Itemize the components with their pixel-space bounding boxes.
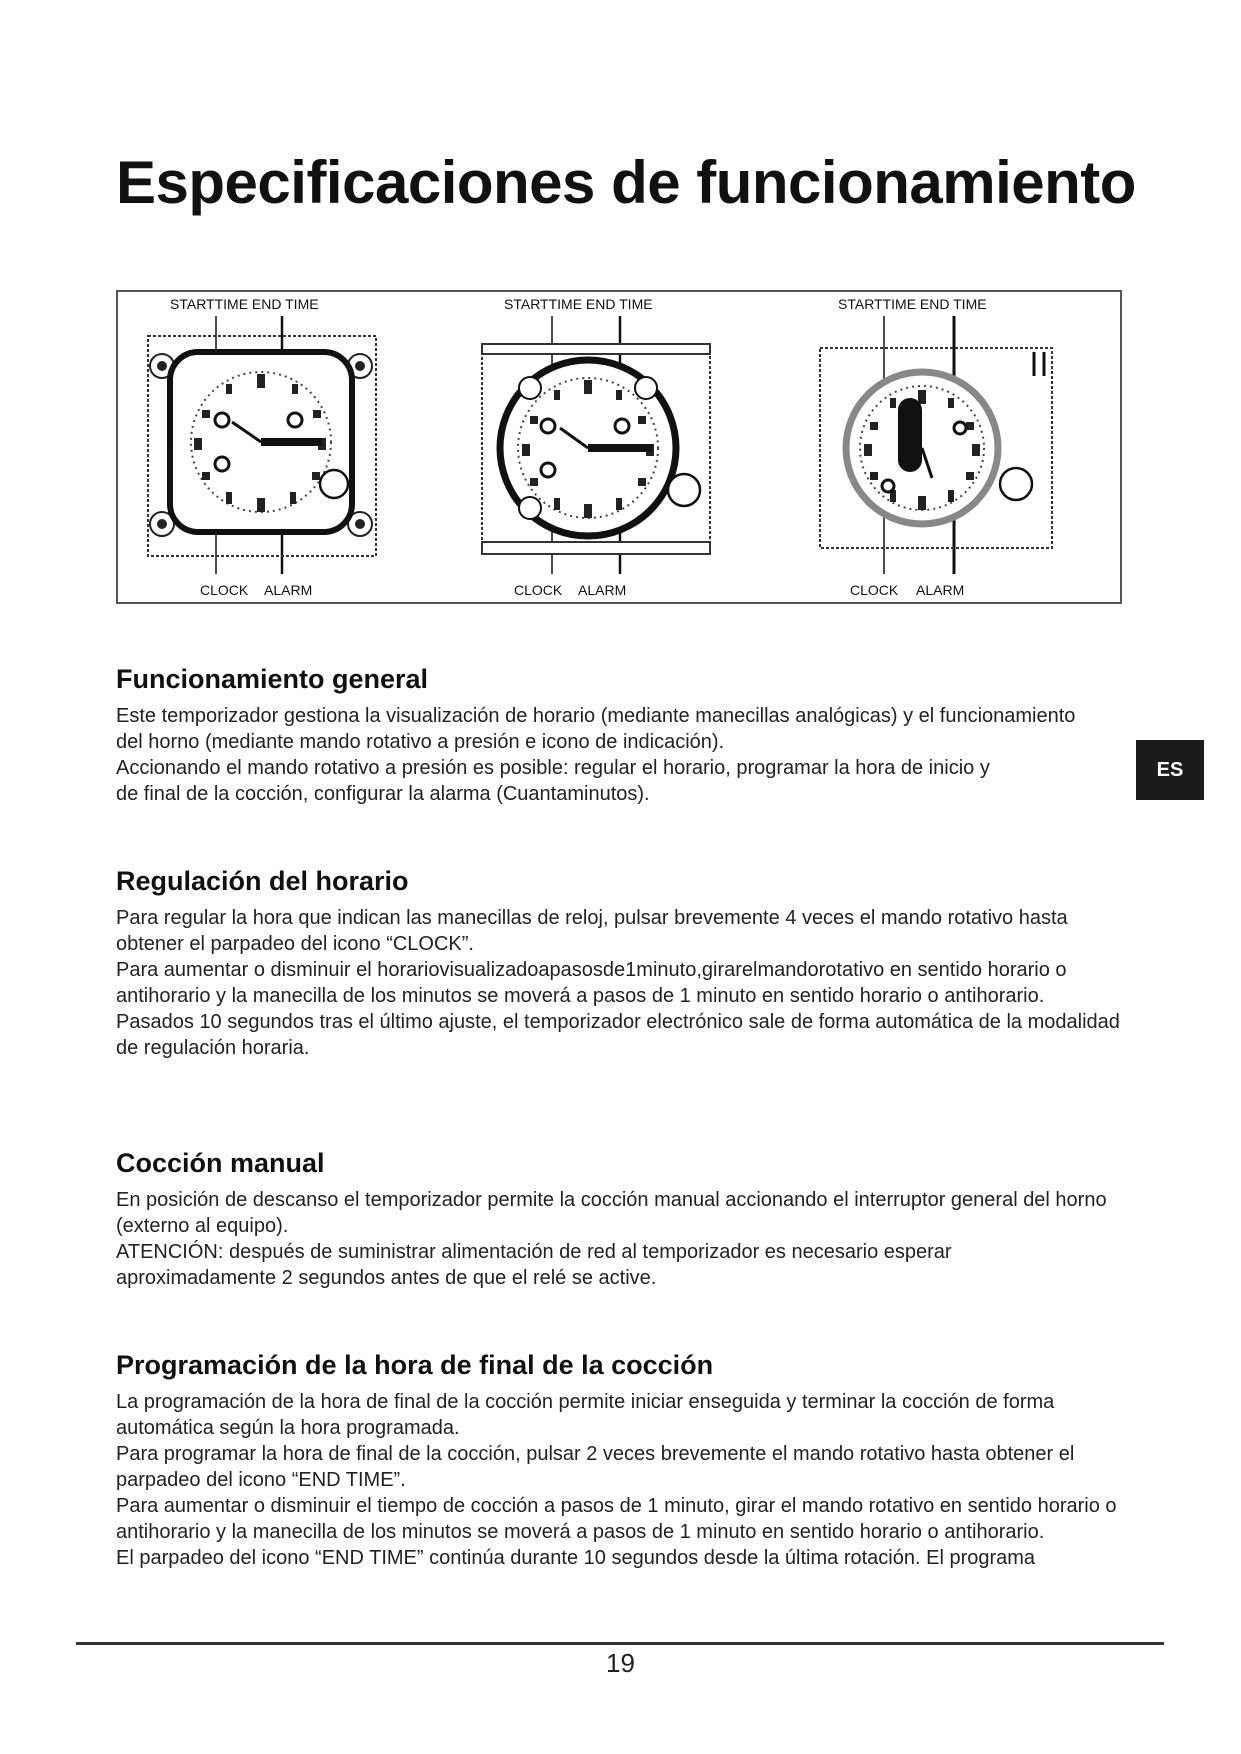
section-heading: Funcionamiento general — [116, 664, 429, 694]
section-programacion-final — [116, 1350, 1136, 1571]
section-heading: Regulación del horario — [116, 866, 409, 896]
paragraph: ATENCIÓN: después de suministrar alimentación de red al temporizador es necesario esperar aproximadamente 2 segundos antes de que el relé se active. — [116, 1241, 952, 1289]
timer-figure-round — [466, 292, 796, 602]
footer-divider — [76, 1642, 1164, 1645]
paragraph: Este temporizador gestiona la visualización de horario (mediante manecillas analógicas) y el funcionamiento del horno (mediante mando rotativo a presión e icono de indicación). — [116, 705, 1076, 753]
section-regulacion-horario — [116, 866, 1136, 1061]
top-caption: STARTTIME END TIME — [170, 296, 319, 312]
top-caption: STARTTIME END TIME — [838, 296, 987, 312]
paragraph: Para aumentar o disminuir el tiempo de cocción a pasos de 1 minuto, girar el mando rotativo en sentido horario o antihorario y la manecilla de los minutos se moverá a pasos de 1 minuto en sentido horario o antihorario. — [116, 1495, 1117, 1543]
paragraph: El parpadeo del icono “END TIME” continúa durante 10 segundos desde la última rotación. El programa — [116, 1547, 1036, 1569]
clock-label: CLOCK — [850, 582, 899, 598]
alarm-label: ALARM — [916, 582, 965, 598]
page-title: Especificaciones de funcionamiento — [116, 149, 1136, 216]
alarm-label: ALARM — [264, 582, 313, 598]
section-funcionamiento-general — [116, 664, 1136, 807]
paragraph: Pasados 10 segundos tras el último ajuste, el temporizador electrónico sale de forma automática de la modalidad de regulación horaria. — [116, 1011, 1120, 1059]
flat-timer-drawing — [800, 292, 1130, 602]
clock-label: CLOCK — [200, 582, 249, 598]
paragraph: En posición de descanso el temporizador permite la cocción manual accionando el interruptor general del horno (externo al equipo). — [116, 1189, 1107, 1237]
section-heading: Cocción manual — [116, 1148, 325, 1178]
paragraph: Para aumentar o disminuir el horariovisualizadoapasosde1minuto,girarelmandorotativo en sentido horario o antihorario y la manecilla de los minutos se moverá a pasos de 1 minuto en sentido horario o antihorario. — [116, 959, 1067, 1007]
language-tab: ES — [1136, 740, 1204, 800]
paragraph: La programación de la hora de final de la cocción permite iniciar enseguida y terminar la cocción de forma automática según la hora programada. — [116, 1391, 1055, 1439]
page-number: 19 — [606, 1648, 635, 1678]
timer-figure-flat — [800, 292, 1130, 602]
top-caption: STARTTIME END TIME — [504, 296, 653, 312]
square-timer-drawing — [132, 292, 462, 602]
clock-label: CLOCK — [514, 582, 563, 598]
timer-figure-square — [132, 292, 462, 602]
paragraph: Para programar la hora de final de la cocción, pulsar 2 veces brevemente el mando rotativo hasta obtener el parpadeo del icono “END TIME”. — [116, 1443, 1075, 1491]
timer-figures — [116, 290, 1122, 604]
section-heading: Programación de la hora de final de la cocción — [116, 1350, 714, 1380]
alarm-label: ALARM — [578, 582, 627, 598]
section-coccion-manual — [116, 1148, 1136, 1291]
paragraph: Para regular la hora que indican las manecillas de reloj, pulsar brevemente 4 veces el mando rotativo hasta obtener el parpadeo del icono “CLOCK”. — [116, 907, 1068, 955]
round-timer-drawing — [466, 292, 796, 602]
paragraph: Accionando el mando rotativo a presión es posible: regular el horario, programar la hora de inicio y de final de la cocción, configurar la alarma (Cuantaminutos). — [116, 757, 990, 805]
